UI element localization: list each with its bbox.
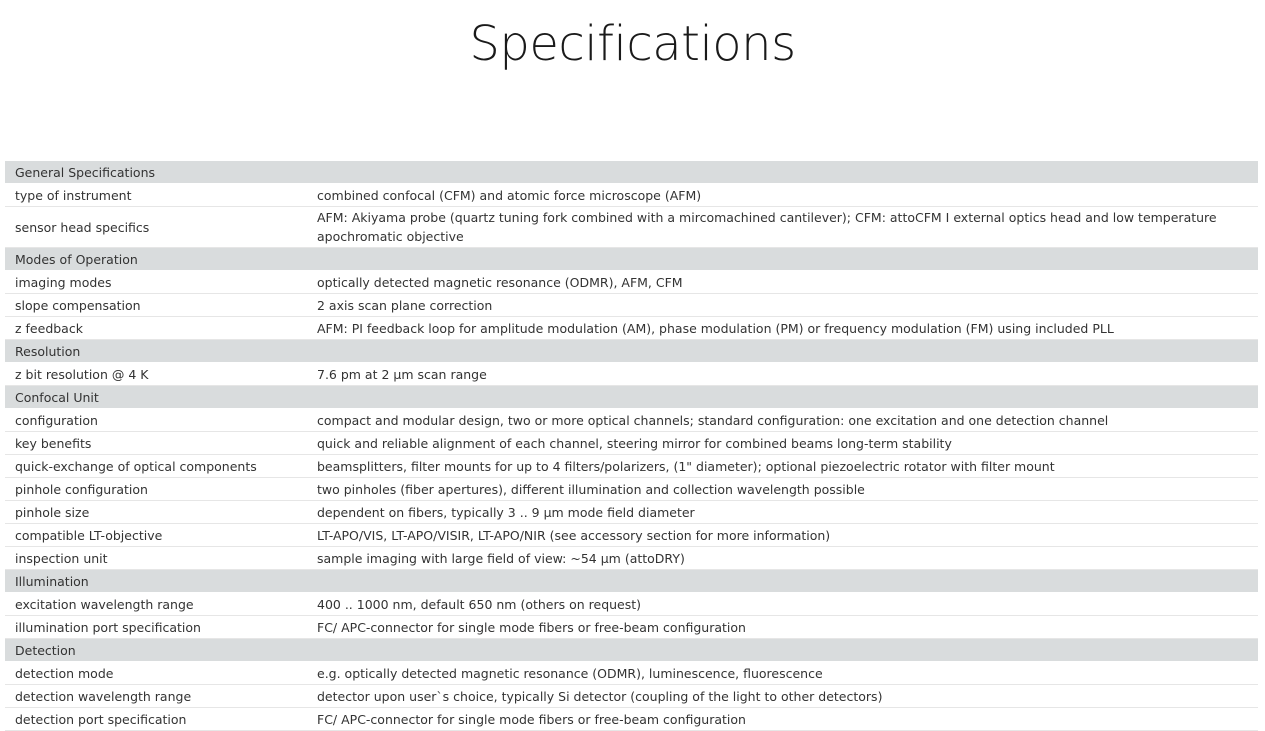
section-heading: Detection: [5, 639, 1258, 662]
spec-label: detection wavelength range: [5, 685, 306, 708]
section-header-detection: [5, 639, 1258, 662]
spec-value: AFM: Akiyama probe (quartz tuning fork combined with a mircomachined cantilever); CFM: attoCFM I external optics head and low temperature apochromatic objective: [306, 207, 1258, 248]
section-heading: General Specifications: [5, 161, 1258, 184]
spec-value: LT-APO/VIS, LT-APO/VISIR, LT-APO/NIR (see accessory section for more information): [306, 524, 1258, 547]
spec-value: detector upon user`s choice, typically Si detector (coupling of the light to other detectors): [306, 685, 1258, 708]
section-header-general-specifications: [5, 161, 1258, 184]
table-row: [5, 524, 1258, 547]
section-heading: Confocal Unit: [5, 386, 1258, 409]
spec-value: quick and reliable alignment of each channel, steering mirror for combined beams long-term stability: [306, 432, 1258, 455]
spec-label: sensor head specifics: [5, 207, 306, 248]
spec-label: inspection unit: [5, 547, 306, 570]
section-header-resolution: [5, 340, 1258, 363]
section-header-modes-of-operation: [5, 248, 1258, 271]
section-header-confocal-unit: [5, 386, 1258, 409]
table-row: [5, 708, 1258, 731]
spec-label: configuration: [5, 409, 306, 432]
spec-value: two pinholes (fiber apertures), different illumination and collection wavelength possible: [306, 478, 1258, 501]
spec-value: compact and modular design, two or more optical channels; standard configuration: one excitation and one detection channel: [306, 409, 1258, 432]
specifications-table: [5, 161, 1258, 731]
spec-label: excitation wavelength range: [5, 593, 306, 616]
spec-label: imaging modes: [5, 271, 306, 294]
table-row: [5, 685, 1258, 708]
table-row: [5, 184, 1258, 207]
spec-label: z feedback: [5, 317, 306, 340]
section-heading: Illumination: [5, 570, 1258, 593]
table-row: [5, 317, 1258, 340]
spec-value: 7.6 pm at 2 µm scan range: [306, 363, 1258, 386]
spec-value: 2 axis scan plane correction: [306, 294, 1258, 317]
table-row: [5, 432, 1258, 455]
spec-value: e.g. optically detected magnetic resonance (ODMR), luminescence, fluorescence: [306, 662, 1258, 685]
table-row: [5, 455, 1258, 478]
table-row: [5, 478, 1258, 501]
section-heading: Modes of Operation: [5, 248, 1258, 271]
spec-label: slope compensation: [5, 294, 306, 317]
spec-label: detection mode: [5, 662, 306, 685]
spec-value: AFM: PI feedback loop for amplitude modulation (AM), phase modulation (PM) or frequency modulation (FM) using included PLL: [306, 317, 1258, 340]
table-row: [5, 294, 1258, 317]
spec-label: quick-exchange of optical components: [5, 455, 306, 478]
spec-value: FC/ APC-connector for single mode fibers or free-beam configuration: [306, 616, 1258, 639]
spec-value: sample imaging with large field of view: ~54 µm (attoDRY): [306, 547, 1258, 570]
spec-value: dependent on fibers, typically 3 .. 9 µm mode field diameter: [306, 501, 1258, 524]
table-row: [5, 363, 1258, 386]
table-row: [5, 547, 1258, 570]
table-row: [5, 409, 1258, 432]
spec-label: detection port specification: [5, 708, 306, 731]
spec-label: pinhole size: [5, 501, 306, 524]
spec-label: illumination port specification: [5, 616, 306, 639]
section-header-illumination: [5, 570, 1258, 593]
spec-label: compatible LT-objective: [5, 524, 306, 547]
table-row: [5, 593, 1258, 616]
table-row: [5, 501, 1258, 524]
spec-value: beamsplitters, filter mounts for up to 4 filters/polarizers, (1" diameter); optional piezoelectric rotator with filter mount: [306, 455, 1258, 478]
page-title: Specifications: [469, 16, 796, 72]
table-row: [5, 207, 1258, 248]
spec-value: optically detected magnetic resonance (ODMR), AFM, CFM: [306, 271, 1258, 294]
spec-label: key benefits: [5, 432, 306, 455]
spec-value: FC/ APC-connector for single mode fibers or free-beam configuration: [306, 708, 1258, 731]
table-row: [5, 662, 1258, 685]
table-row: [5, 616, 1258, 639]
spec-label: z bit resolution @ 4 K: [5, 363, 306, 386]
spec-value: combined confocal (CFM) and atomic force microscope (AFM): [306, 184, 1258, 207]
spec-value: 400 .. 1000 nm, default 650 nm (others on request): [306, 593, 1258, 616]
spec-label: type of instrument: [5, 184, 306, 207]
spec-label: pinhole configuration: [5, 478, 306, 501]
table-row: [5, 271, 1258, 294]
section-heading: Resolution: [5, 340, 1258, 363]
